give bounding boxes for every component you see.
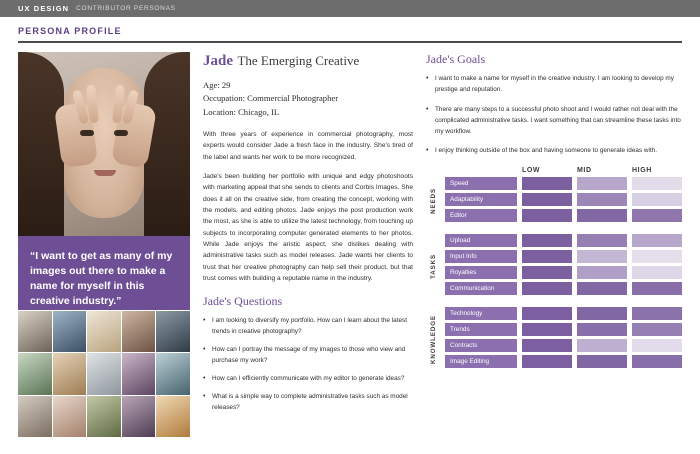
collage-tile (122, 353, 156, 394)
matrix-cell (577, 177, 627, 190)
page-title: PERSONA PROFILE (18, 26, 122, 36)
goals-section (426, 52, 682, 157)
matrix-cell (577, 355, 627, 368)
collage-tile (87, 396, 121, 437)
matrix-cell (632, 193, 682, 206)
collage-tile (156, 311, 190, 352)
matrix-cell (577, 339, 627, 352)
persona-tagline: The Emerging Creative (237, 53, 360, 68)
matrix-row-label: Contracts (445, 339, 517, 352)
top-bar (0, 0, 700, 17)
matrix-row-label: Input Info (445, 250, 517, 263)
collage-tile (156, 396, 190, 437)
left-column (18, 52, 190, 437)
matrix-group-label: TASKS (429, 253, 437, 279)
collage-tile (122, 311, 156, 352)
matrix-cell (632, 234, 682, 247)
matrix-row (445, 282, 682, 298)
matrix-group (426, 307, 682, 371)
matrix-row (445, 355, 682, 371)
matrix-row-label: Image Editing (445, 355, 517, 368)
collage-tile (18, 353, 52, 394)
matrix-cell (522, 323, 572, 336)
matrix-cell (522, 177, 572, 190)
goals-title: Jade's Goals (426, 52, 486, 66)
persona-facts (203, 79, 413, 119)
list-item: • How can I efficiently communicate with my editor to generate ideas? (203, 374, 413, 385)
matrix-row-label: Speed (445, 177, 517, 190)
matrix-cell (522, 209, 572, 222)
collage-tile (53, 396, 87, 437)
matrix-row-label: Upload (445, 234, 517, 247)
matrix-cell (632, 339, 682, 352)
matrix-cell (577, 266, 627, 279)
matrix-row (445, 177, 682, 193)
matrix-cell (632, 307, 682, 320)
matrix-row-label: Communication (445, 282, 517, 295)
questions-title: Jade's Questions (203, 294, 283, 309)
persona-age: Age: 29 (203, 80, 231, 90)
matrix-cell (577, 250, 627, 263)
persona-occupation: Occupation: Commercial Photographer (203, 93, 339, 104)
persona-bio-paragraph-1: With three years of experience in commercial photography, most experts would consider Jade a fresh face in the industry. She's tired of the label and wants her work to be more recognized. (203, 130, 413, 161)
matrix-row (445, 307, 682, 323)
matrix-row-label: Editor (445, 209, 517, 222)
list-item: • What is a simple way to complete administrative tasks such as model releases? (203, 392, 413, 414)
matrix-cell (522, 234, 572, 247)
matrix-row (445, 323, 682, 339)
matrix-col-low: LOW (522, 167, 541, 175)
matrix-row (445, 209, 682, 225)
matrix-cell (522, 266, 572, 279)
matrix-cell (522, 355, 572, 368)
matrix-row (445, 266, 682, 282)
matrix-cell (632, 282, 682, 295)
matrix-row-label: Technology (445, 307, 517, 320)
matrix-row-label: Royalties (445, 266, 517, 279)
collage-tile (18, 311, 52, 352)
breadcrumb: CONTRIBUTOR PERSONAS (76, 5, 176, 12)
matrix-header (426, 167, 682, 174)
matrix-cell (632, 355, 682, 368)
matrix-row (445, 339, 682, 355)
matrix-cell (577, 234, 627, 247)
attribute-matrix (426, 167, 682, 371)
content-body (0, 43, 700, 437)
right-column (426, 52, 682, 437)
matrix-cell (522, 282, 572, 295)
matrix-cell (577, 193, 627, 206)
list-item: • There are many steps to a successful photo shoot and I would rather not deal with the complicated administrative tasks. I want something that can streamline these tasks into my workflow. (426, 105, 682, 138)
list-item: • How can I portray the message of my images to those who view and purchase my work? (203, 345, 413, 367)
questions-list (203, 316, 413, 413)
matrix-row-label: Adaptability (445, 193, 517, 206)
persona-bio-paragraph-2: Jade's been building her portfolio with unique and edgy photoshoots with marketing appeal that she sends to clients and Corbis Images. She does it all on the creative side, from creating the concept, working with the models, and editing photos. Jade enjoys the post production work the most, as she is able to utilize the latest technology, from touching up subjects to incorporating computer generated elements to her photos. While Jade enjoys the aristic aspect, she dislikes dealing with administrative tasks such as model releases. Jade wants her clients to trust that her creative photography can help sell their product, but that trust comes with building a reputable name in the industry. (203, 172, 413, 282)
goals-list (426, 74, 682, 157)
collage-tile (87, 353, 121, 394)
persona-portrait-photo (18, 52, 190, 236)
matrix-row (445, 250, 682, 266)
brand-label: UX DESIGN (18, 4, 70, 13)
matrix-row (445, 234, 682, 250)
matrix-cell (632, 266, 682, 279)
matrix-group (426, 234, 682, 298)
matrix-group (426, 177, 682, 225)
matrix-cell (522, 250, 572, 263)
matrix-col-high: HIGH (632, 167, 652, 175)
matrix-cell (577, 209, 627, 222)
middle-column (203, 52, 413, 437)
matrix-cell (522, 339, 572, 352)
page-title-band (0, 17, 700, 41)
matrix-cell (577, 282, 627, 295)
collage-tile (18, 396, 52, 437)
persona-quote: “I want to get as many of my images out there to make a name for myself in this creative industry.” (18, 236, 190, 310)
collage-tile (87, 311, 121, 352)
list-item: • I am looking to diversify my portfolio. How can I learn about the latest trends in creative photography? (203, 316, 413, 338)
matrix-cell (632, 323, 682, 336)
photo-collage (18, 311, 190, 437)
matrix-cell (522, 193, 572, 206)
persona-name-line (203, 52, 413, 70)
matrix-cell (632, 250, 682, 263)
collage-tile (122, 396, 156, 437)
list-item: • I want to make a name for myself in the creative industry. I am looking to develop my prestige and reputation. (426, 74, 682, 96)
matrix-group-label: NEEDS (429, 188, 437, 215)
matrix-cell (577, 307, 627, 320)
matrix-cell (632, 177, 682, 190)
collage-tile (53, 353, 87, 394)
matrix-cell (522, 307, 572, 320)
matrix-group-label: KNOWLEDGE (429, 314, 437, 364)
matrix-row (445, 193, 682, 209)
matrix-col-mid: MID (577, 167, 592, 175)
matrix-groups (426, 177, 682, 371)
matrix-row-label: Trends (445, 323, 517, 336)
collage-tile (156, 353, 190, 394)
matrix-cell (577, 323, 627, 336)
collage-tile (53, 311, 87, 352)
matrix-cell (632, 209, 682, 222)
persona-location: Location: Chicago, IL (203, 106, 280, 117)
list-item: • I enjoy thinking outside of the box and having someone to generate ideas with. (426, 146, 682, 157)
persona-first-name: Jade (203, 53, 233, 69)
